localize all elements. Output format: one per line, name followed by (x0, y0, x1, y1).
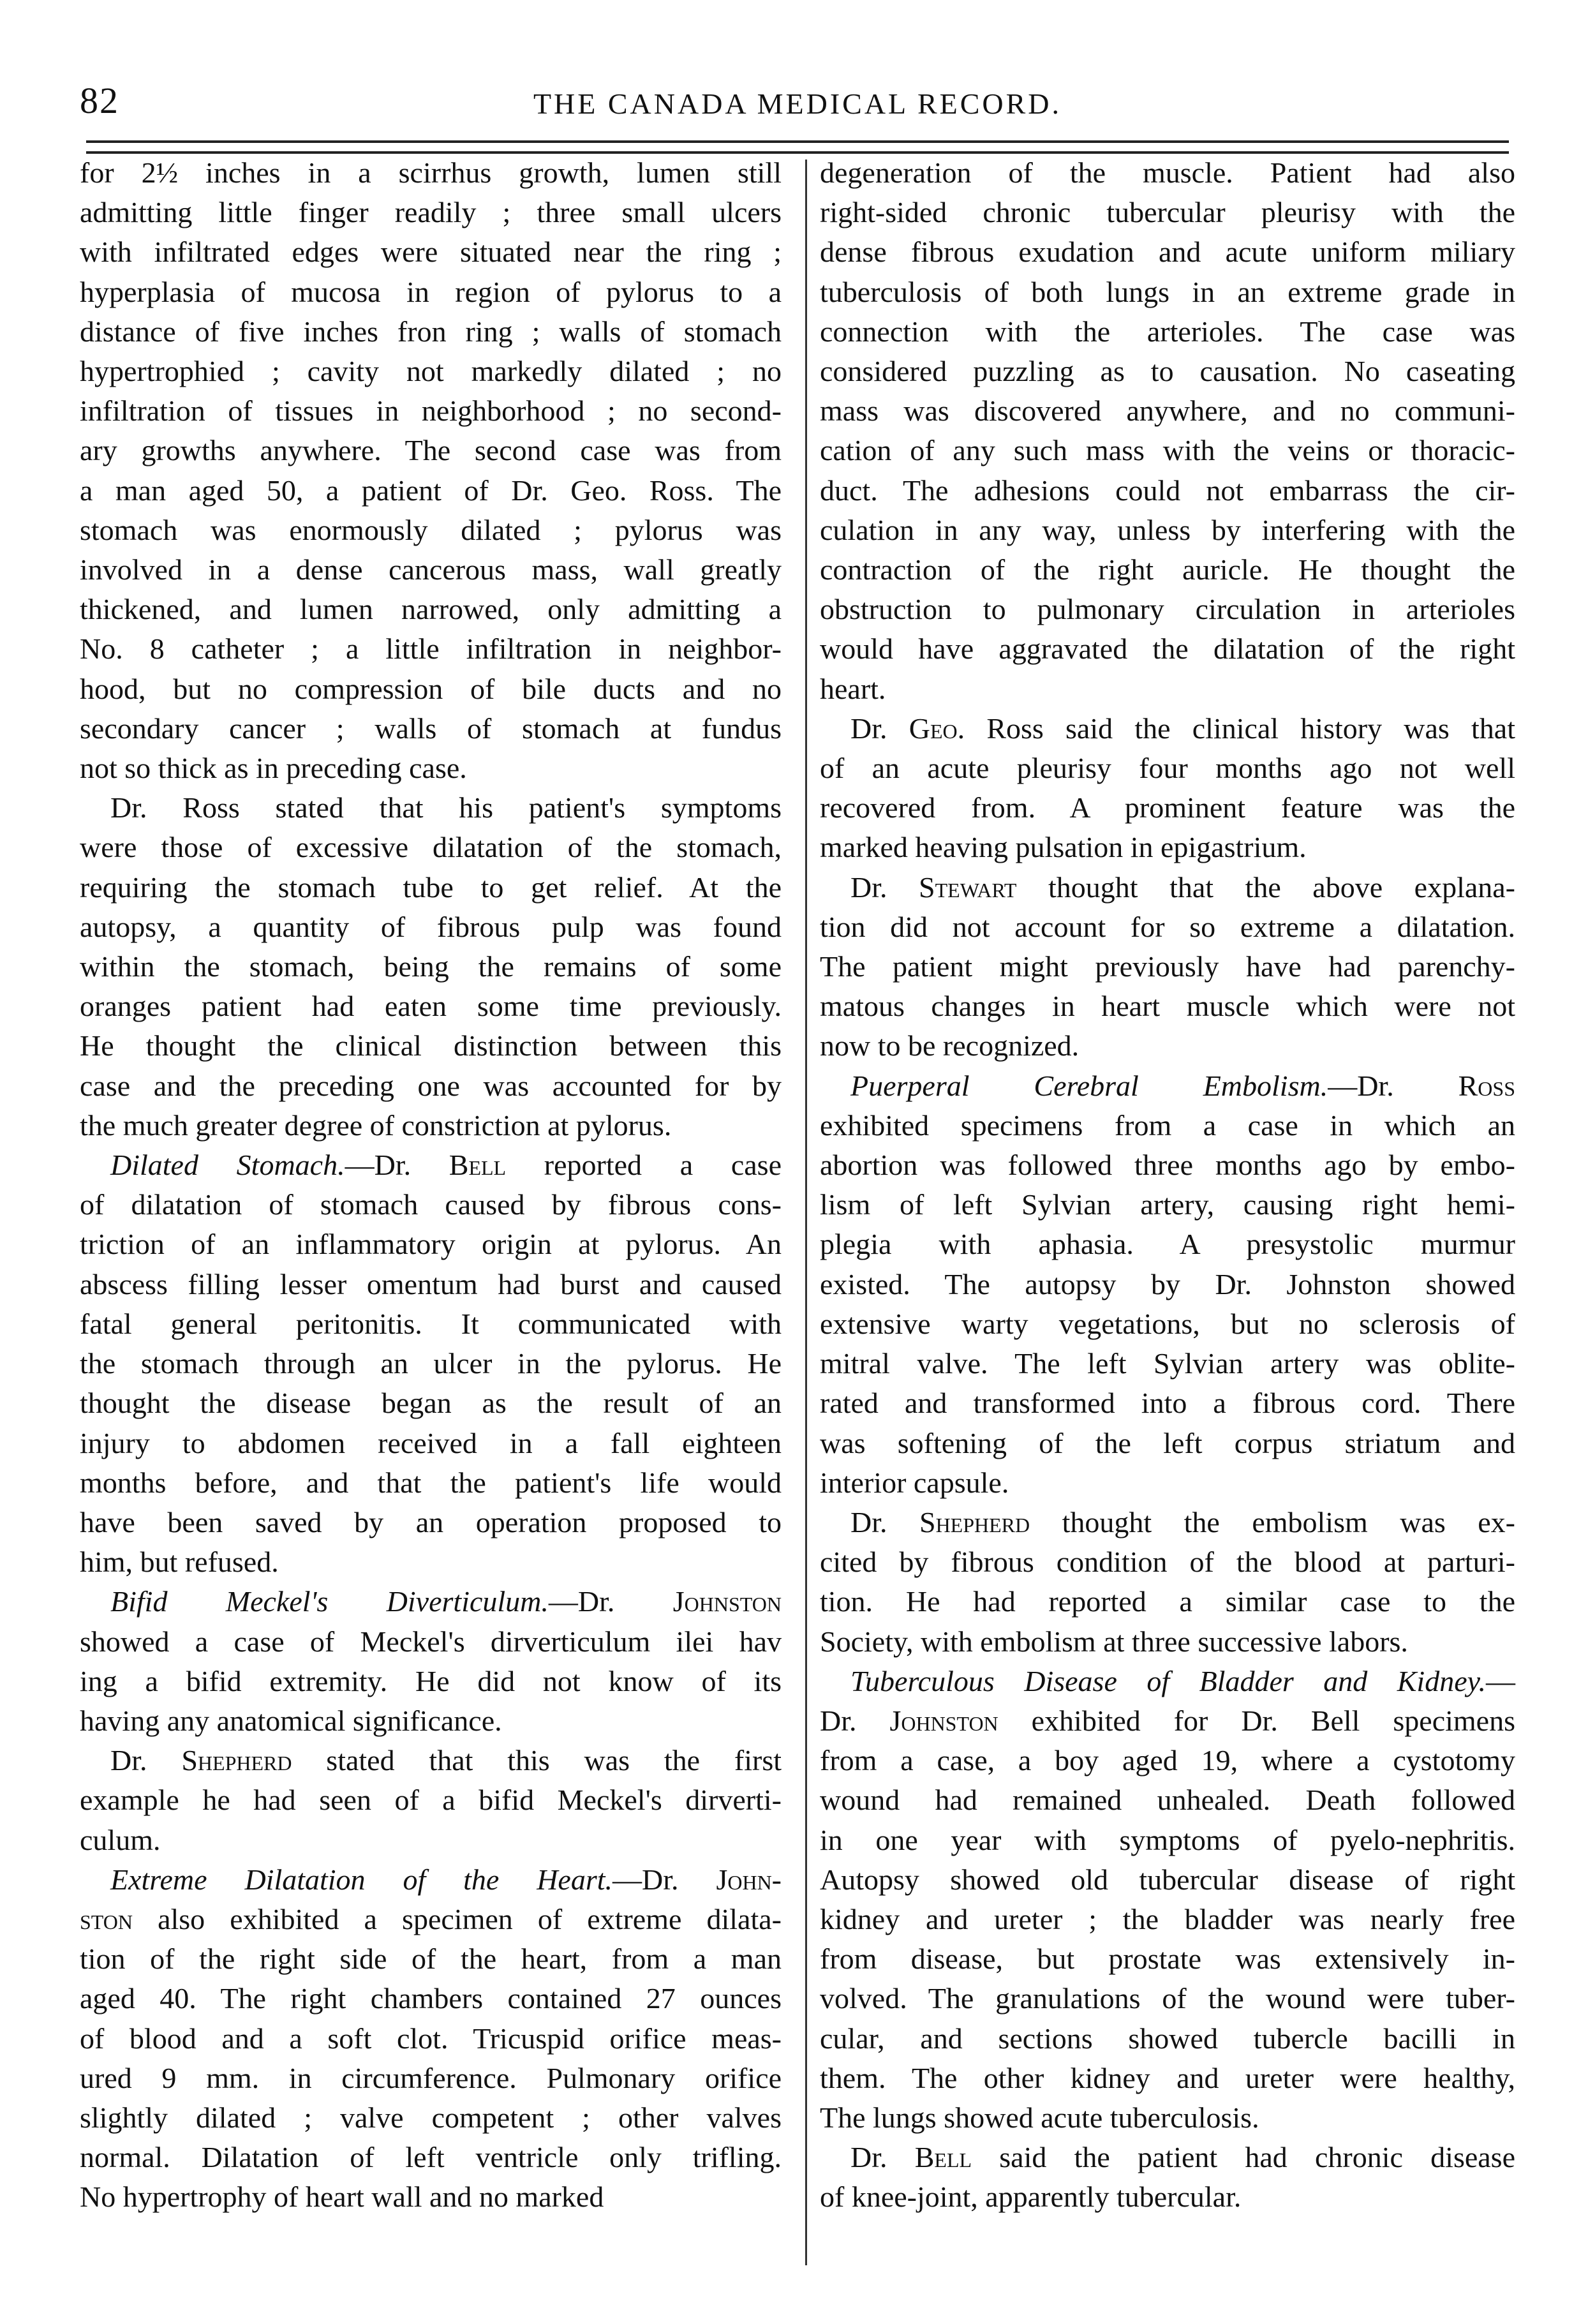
text-line: in one year with symptoms of pyelo-nephritis. (820, 1823, 1515, 1856)
text-line: wound had remained unhealed. Death followed (820, 1784, 1515, 1817)
text-line: months before, and that the patient's life would (80, 1466, 782, 1499)
dash: — (1486, 1664, 1515, 1697)
text-line: volved. The granulations of the wound were tuber- (820, 1982, 1515, 2015)
text-line: of an acute pleurisy four months ago not well (820, 752, 1515, 785)
text-line: cited by fibrous condition of the blood at parturi- (820, 1546, 1515, 1579)
text-line: from a case, a boy aged 19, where a cystotomy (820, 1744, 1515, 1777)
paragraph-second-line (820, 1701, 1515, 1741)
page-number: 82 (80, 80, 119, 121)
paragraph-body (820, 1542, 1515, 1662)
line-text: exhibited for Dr. Bell specimens (998, 1704, 1515, 1737)
running-title: THE CANADA MEDICAL RECORD. (533, 87, 1062, 120)
text-line: degeneration of the muscle. Patient had also (820, 156, 1515, 189)
line-text: stated that this was the first (292, 1744, 782, 1777)
paragraph-body (820, 1106, 1515, 1503)
text-line: hyperplasia of mucosa in region of pylorus to a (80, 275, 782, 308)
speaker-name: Stewart (919, 870, 1017, 904)
text-line: admitting little finger readily ; three small ulcers (80, 196, 782, 229)
paragraph-first-line (820, 2138, 1515, 2177)
text-line: tion. He had reported a similar case to the (820, 1585, 1515, 1618)
text-line: rated and transformed into a fibrous cord. There (820, 1387, 1515, 1420)
text-line: marked heaving pulsation in epigastrium. (820, 831, 1307, 864)
paragraph-body (820, 1741, 1515, 2138)
paragraph-extreme-dilatation (80, 1860, 782, 2217)
text-line: duct. The adhesions could not embarrass the cir- (820, 473, 1515, 507)
text-line: thought the disease began as the result of an (80, 1387, 782, 1420)
paragraph-first-line (820, 1503, 1515, 1542)
paragraph-first-line (80, 1145, 782, 1185)
text-line: was softening of the left corpus striatum and (820, 1426, 1515, 1459)
text-line: Dr. Ross stated that his patient's symptoms (110, 791, 782, 824)
speaker-name: Johnston (889, 1704, 998, 1737)
line-text: said the patient had chronic disease (972, 2141, 1516, 2174)
text-line: example he had seen of a bifid Meckel's dirverti- (80, 1784, 782, 1817)
paragraph-body (820, 907, 1515, 1066)
paragraph-stomach-cases (80, 153, 782, 788)
speaker-name: Shepherd (181, 1744, 292, 1777)
line-text: Ross said the clinical history was that (965, 711, 1516, 745)
text-line: from disease, but prostate was extensively in- (820, 1942, 1515, 1976)
paragraph-tuberculous-disease (820, 1662, 1515, 2138)
paragraph-body (820, 749, 1515, 868)
text-line: Autopsy showed old tubercular disease of right (820, 1863, 1515, 1896)
text-line: secondary cancer ; walls of stomach at fundus (80, 711, 782, 745)
paragraph-shepherd-statement (80, 1741, 782, 1860)
text-line: with infiltrated edges were situated near the ring ; (80, 235, 782, 269)
speaker-name: Shepherd (919, 1505, 1030, 1538)
text-line: culation in any way, unless by interfering with the (820, 513, 1515, 546)
speaker-name: Ross (1458, 1069, 1515, 1102)
line-text: Dr. (850, 711, 909, 745)
text-line: exhibited specimens from a case in which an (820, 1108, 1515, 1142)
text-line: recovered from. A prominent feature was the (820, 791, 1515, 824)
dash: —Dr. (612, 1863, 716, 1896)
text-line: matous changes in heart muscle which were not (820, 990, 1515, 1023)
paragraph-first-line (820, 709, 1515, 749)
paragraph-body (80, 1622, 782, 1741)
text-line: have been saved by an operation proposed to (80, 1505, 782, 1538)
text-line: culum. (80, 1823, 161, 1856)
paragraph-first-line (80, 1860, 782, 1900)
text-line: mass was discovered anywhere, and no communi- (820, 394, 1515, 428)
paragraph-bifid-meckel (80, 1582, 782, 1741)
text-line: cular, and sections showed tubercle bacilli in (820, 2022, 1515, 2055)
text-line: requiring the stomach tube to get relief. At the (80, 870, 782, 904)
page-header (80, 75, 1515, 133)
line-text: also exhibited a specimen of extreme dilata- (132, 1902, 782, 1935)
text-line: for 2½ inches in a scirrhus growth, lumen still (80, 156, 782, 189)
text-line: connection with the arterioles. The case was (820, 315, 1515, 348)
section-heading-extreme-dilatation: Extreme Dilatation of the Heart. (110, 1863, 613, 1896)
section-heading-puerperal-embolism: Puerperal Cerebral Embolism. (850, 1069, 1328, 1102)
line-text: Dr. (110, 1744, 182, 1777)
speaker-name: Johnston (672, 1585, 782, 1618)
paragraph-stewart (820, 868, 1515, 1066)
text-line: him, but refused. (80, 1546, 279, 1579)
text-line: of blood and a soft clot. Tricuspid orifice meas- (80, 2022, 782, 2055)
paragraph-dilated-stomach (80, 1145, 782, 1582)
line-text: Dr. (850, 2141, 915, 2174)
line-text: reported a case (506, 1149, 782, 1182)
dash: —Dr. (548, 1585, 673, 1618)
paragraph-puerperal-embolism (820, 1066, 1515, 1503)
paragraph-first-line (820, 1066, 1515, 1106)
text-line: ured 9 mm. in circumference. Pulmonary orifice (80, 2061, 782, 2094)
text-line: would have aggravated the dilatation of the right (820, 632, 1515, 666)
text-line: ary growths anywhere. The second case was from (80, 434, 782, 467)
dash: —Dr. (345, 1149, 449, 1182)
speaker-name: John- (716, 1863, 782, 1896)
paragraph-first-line (820, 868, 1515, 907)
text-line: normal. Dilatation of left ventricle only trifling. (80, 2141, 782, 2174)
paragraph-first-line (820, 1662, 1515, 1701)
text-line: lism of left Sylvian artery, causing right hemi- (820, 1188, 1515, 1221)
speaker-name: Bell (449, 1149, 507, 1182)
text-line: injury to abdomen received in a fall eighteen (80, 1426, 782, 1459)
text-line: thickened, and lumen narrowed, only admitting a (80, 593, 782, 626)
text-line: He thought the clinical distinction between this (80, 1029, 782, 1062)
speaker-name: Bell (914, 2141, 972, 2174)
speaker-name-cont: ston (80, 1902, 133, 1935)
text-line: No hypertrophy of heart wall and no marked (80, 2180, 604, 2214)
text-line: case and the preceding one was accounted for by (80, 1069, 782, 1102)
text-line: a man aged 50, a patient of Dr. Geo. Ross. The (80, 473, 782, 507)
line-text: Dr. (850, 1505, 919, 1538)
text-line: existed. The autopsy by Dr. Johnston showed (820, 1267, 1515, 1300)
paragraph-body (820, 2177, 1515, 2217)
text-line: aged 40. The right chambers contained 27 ounces (80, 1982, 782, 2015)
text-line: showed a case of Meckel's dirverticulum ilei hav (80, 1625, 782, 1658)
line-text: Dr. (820, 1704, 890, 1737)
text-line: cation of any such mass with the veins or thoracic- (820, 434, 1515, 467)
paragraph-shepherd-embolism (820, 1503, 1515, 1662)
paragraph-heart-continued (820, 153, 1515, 709)
text-line: tion did not account for so extreme a dilatation. (820, 910, 1515, 943)
text-line: plegia with aphasia. A presystolic murmur (820, 1228, 1515, 1261)
text-line: oranges patient had eaten some time previously. (80, 990, 782, 1023)
text-line: triction of an inflammatory origin at pylorus. An (80, 1228, 782, 1261)
section-heading-bifid-meckel: Bifid Meckel's Diverticulum. (110, 1585, 549, 1618)
text-line: The lungs showed acute tuberculosis. (820, 2101, 1259, 2134)
text-line: not so thick as in preceding case. (80, 752, 467, 785)
text-line: the stomach through an ulcer in the pylorus. He (80, 1347, 782, 1380)
paragraph-first-line (80, 1582, 782, 1621)
text-line: abortion was followed three months ago by embo- (820, 1149, 1515, 1182)
text-line: infiltration of tissues in neighborhood ; no second- (80, 394, 782, 428)
speaker-name: Geo. (909, 711, 965, 745)
text-line: interior capsule. (820, 1466, 1009, 1499)
text-line: dense fibrous exudation and acute uniform miliary (820, 235, 1515, 269)
paragraph-body (80, 1185, 782, 1582)
text-line: No. 8 catheter ; a little infiltration in neighbor- (80, 632, 782, 666)
text-line: autopsy, a quantity of fibrous pulp was found (80, 910, 782, 943)
text-line: slightly dilated ; valve competent ; other valves (80, 2101, 782, 2134)
text-line: Society, with embolism at three successive labors. (820, 1625, 1408, 1658)
text-line: of knee-joint, apparently tubercular. (820, 2180, 1242, 2214)
line-text: thought the embolism was ex- (1030, 1505, 1515, 1538)
text-line: fatal general peritonitis. It communicated with (80, 1307, 782, 1340)
left-column (80, 153, 782, 2217)
paragraph-geo-ross (820, 709, 1515, 868)
text-line: them. The other kidney and ureter were healthy, (820, 2061, 1515, 2094)
paragraph-body (80, 1780, 782, 1859)
paragraph-body (80, 1939, 782, 2217)
line-text: Dr. (850, 870, 919, 904)
text-line: considered puzzling as to causation. No caseating (820, 355, 1515, 388)
paragraph-ross-statement (80, 788, 782, 1145)
paragraph-second-line (80, 1900, 782, 1939)
text-line: the much greater degree of constriction at pylorus. (80, 1108, 672, 1142)
line-text: thought that the above explana- (1016, 870, 1516, 904)
text-line: hood, but no compression of bile ducts and no (80, 672, 782, 705)
text-line: distance of five inches fron ring ; walls of stomach (80, 315, 782, 348)
section-heading-tuberculous-disease: Tuberculous Disease of Bladder and Kidney. (850, 1664, 1486, 1697)
text-line: involved in a dense cancerous mass, wall greatly (80, 553, 782, 586)
column-divider (805, 160, 807, 2265)
text-line: hypertrophied ; cavity not markedly dilated ; no (80, 355, 782, 388)
paragraph-first-line (80, 1741, 782, 1780)
right-column (820, 153, 1515, 2217)
text-line: having any anatomical significance. (80, 1704, 502, 1737)
text-line: abscess filling lesser omentum had burst and caused (80, 1267, 782, 1300)
text-line: mitral valve. The left Sylvian artery was oblite- (820, 1347, 1515, 1380)
text-line: obstruction to pulmonary circulation in arterioles (820, 593, 1515, 626)
text-line: ing a bifid extremity. He did not know of its (80, 1664, 782, 1697)
section-heading-dilated-stomach: Dilated Stomach. (110, 1149, 345, 1182)
text-line: contraction of the right auricle. He thought the (820, 553, 1515, 586)
text-line: right-sided chronic tubercular pleurisy with the (820, 196, 1515, 229)
text-line: were those of excessive dilatation of the stomach, (80, 831, 782, 864)
text-line: now to be recognized. (820, 1029, 1080, 1062)
dash: —Dr. (1328, 1069, 1458, 1102)
text-line: stomach was enormously dilated ; pylorus was (80, 513, 782, 546)
text-line: tuberculosis of both lungs in an extreme grade in (820, 275, 1515, 308)
text-line: heart. (820, 672, 886, 705)
text-line: of dilatation of stomach caused by fibrous cons- (80, 1188, 782, 1221)
text-line: extensive warty vegetations, but no sclerosis of (820, 1307, 1515, 1340)
text-line: The patient might previously have had parenchy- (820, 950, 1515, 983)
paragraph-bell-knee (820, 2138, 1515, 2217)
text-line: within the stomach, being the remains of some (80, 950, 782, 983)
text-line: tion of the right side of the heart, from a man (80, 1942, 782, 1976)
text-line: kidney and ureter ; the bladder was nearly free (820, 1902, 1515, 1935)
header-rule-top (86, 140, 1509, 143)
